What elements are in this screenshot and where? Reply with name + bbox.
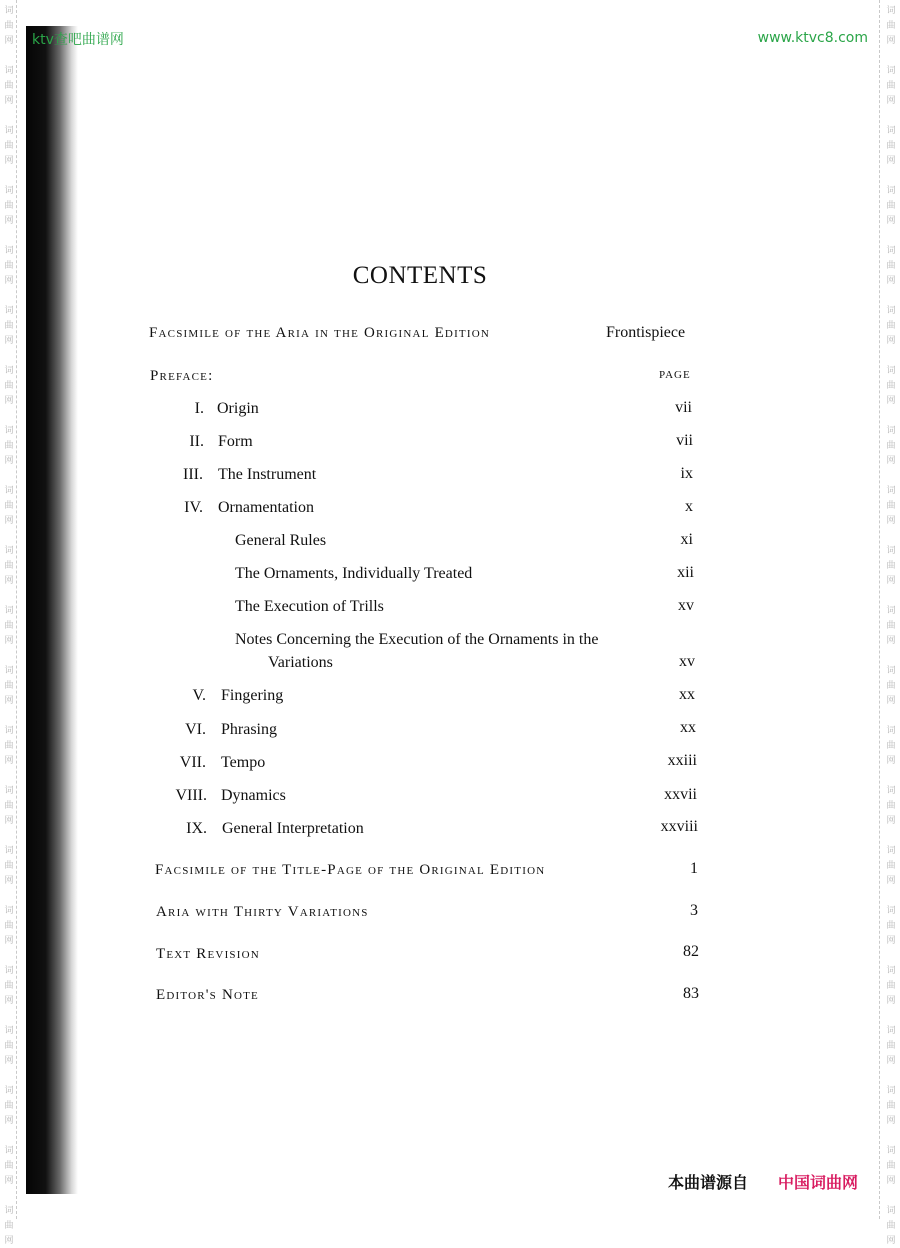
- side-watermark-glyph: 词: [886, 906, 896, 916]
- side-watermark-glyph: 曲: [886, 21, 896, 31]
- side-watermark-glyph: 网: [886, 576, 896, 586]
- side-watermark-glyph: 曲: [886, 921, 896, 931]
- side-watermark-glyph: 曲: [886, 1161, 896, 1171]
- side-watermark-glyph: 网: [4, 936, 14, 946]
- entry-page: vii: [675, 399, 692, 416]
- side-watermark-glyph: 曲: [4, 861, 14, 871]
- side-watermark-glyph: 网: [4, 36, 14, 46]
- side-watermark-glyph: 词: [886, 426, 896, 436]
- side-watermark-glyph: 网: [4, 216, 14, 226]
- side-watermark-glyph: 词: [4, 606, 14, 616]
- side-watermark-glyph: 网: [4, 876, 14, 886]
- side-watermark-glyph: 词: [886, 366, 896, 376]
- side-watermark-glyph: 曲: [4, 441, 14, 451]
- entry-numeral: VIII.: [175, 787, 207, 804]
- side-watermark-glyph: 曲: [4, 741, 14, 751]
- side-watermark-glyph: 曲: [4, 1161, 14, 1171]
- side-watermark-glyph: 网: [886, 996, 896, 1006]
- side-watermark-glyph: 网: [886, 1056, 896, 1066]
- entry-page: xxiii: [667, 752, 697, 769]
- entry-numeral: I.: [194, 400, 204, 417]
- side-watermark-glyph: 网: [4, 996, 14, 1006]
- side-watermark-glyph: 网: [886, 516, 896, 526]
- entry-numeral: III.: [183, 466, 203, 483]
- side-watermark-glyph: 词: [886, 1086, 896, 1096]
- entry-numeral: IX.: [186, 820, 207, 837]
- side-watermark-glyph: 词: [4, 966, 14, 976]
- side-watermark-glyph: 曲: [4, 321, 14, 331]
- entry-label: Ornamentation: [218, 499, 314, 516]
- side-watermark-glyph: 网: [886, 36, 896, 46]
- side-watermark-glyph: 网: [4, 336, 14, 346]
- side-watermark-glyph: 词: [886, 66, 896, 76]
- entry-label: Fingering: [221, 687, 284, 704]
- side-watermark-glyph: 网: [886, 276, 896, 286]
- side-watermark-glyph: 网: [886, 816, 896, 826]
- side-watermark-glyph: 曲: [4, 381, 14, 391]
- entry-label: Dynamics: [221, 787, 286, 804]
- side-watermark-glyph: 曲: [4, 561, 14, 571]
- side-watermark-glyph: 词: [4, 66, 14, 76]
- side-watermark-glyph: 词: [886, 1206, 896, 1216]
- side-watermark-glyph: 曲: [4, 261, 14, 271]
- scan-shadow-edge: [26, 26, 78, 1194]
- side-watermark-glyph: 曲: [4, 1101, 14, 1111]
- entry-label: Notes Concerning the Execution of the Ornaments in the: [235, 631, 599, 648]
- side-watermark-glyph: 曲: [4, 801, 14, 811]
- entry-label: The Instrument: [218, 466, 317, 483]
- side-watermark-glyph: 词: [4, 1146, 14, 1156]
- side-watermark-glyph: 曲: [4, 681, 14, 691]
- side-watermark-glyph: 曲: [886, 741, 896, 751]
- side-watermark-glyph: 词: [886, 1146, 896, 1156]
- side-watermark-glyph: 网: [886, 396, 896, 406]
- side-watermark-glyph: 网: [886, 156, 896, 166]
- side-watermark-glyph: 网: [4, 96, 14, 106]
- side-watermark-glyph: 网: [886, 936, 896, 946]
- side-watermark-glyph: 网: [4, 1116, 14, 1126]
- frontispiece-label: Facsimile of the Aria in the Original Edition: [149, 325, 491, 341]
- side-watermark-glyph: 曲: [4, 501, 14, 511]
- side-watermark-glyph: 词: [4, 1086, 14, 1096]
- side-watermark-glyph: 词: [4, 726, 14, 736]
- side-watermark-glyph: 网: [886, 756, 896, 766]
- side-watermark-glyph: 词: [886, 966, 896, 976]
- entry-label-continued: Variations: [268, 654, 333, 671]
- side-watermark-glyph: 网: [886, 96, 896, 106]
- side-watermark-glyph: 网: [4, 156, 14, 166]
- side-watermark-glyph: 网: [886, 336, 896, 346]
- side-watermark-glyph: 词: [886, 486, 896, 496]
- side-watermark-glyph: 网: [4, 636, 14, 646]
- side-watermark-glyph: 词: [4, 1026, 14, 1036]
- side-watermark-glyph: 曲: [4, 141, 14, 151]
- entry-label: Origin: [217, 400, 259, 417]
- side-watermark-glyph: 网: [886, 636, 896, 646]
- right-watermark-column: [879, 0, 896, 1246]
- side-watermark-glyph: 曲: [4, 81, 14, 91]
- frontispiece-page: Frontispiece: [606, 324, 686, 341]
- watermark-top-right: www.ktvc8.com: [757, 30, 868, 46]
- side-watermark-glyph: 网: [4, 456, 14, 466]
- side-watermark-glyph: 曲: [886, 141, 896, 151]
- side-watermark-glyph: 网: [886, 1176, 896, 1186]
- entry-numeral: VI.: [185, 721, 206, 738]
- left-watermark-column: [2, 0, 17, 1246]
- entry-label: Tempo: [221, 754, 266, 771]
- side-watermark-glyph: 词: [886, 546, 896, 556]
- side-watermark-glyph: 网: [4, 576, 14, 586]
- side-watermark-glyph: 曲: [886, 1101, 896, 1111]
- side-watermark-glyph: 词: [4, 426, 14, 436]
- side-watermark-glyph: 网: [4, 276, 14, 286]
- side-watermark-glyph: 词: [886, 6, 896, 16]
- side-watermark-glyph: 词: [4, 6, 14, 16]
- side-watermark-glyph: 词: [4, 786, 14, 796]
- side-watermark-glyph: 曲: [4, 621, 14, 631]
- side-watermark-glyph: 网: [4, 1056, 14, 1066]
- page-title: CONTENTS: [352, 262, 488, 289]
- side-watermark-glyph: 词: [4, 486, 14, 496]
- watermark-top-left: ktv查吧曲谱网: [32, 32, 124, 48]
- watermark-bottom-left: 本曲谱源自: [668, 1173, 749, 1192]
- side-watermark-glyph: 曲: [886, 861, 896, 871]
- side-watermark-glyph: 词: [4, 306, 14, 316]
- side-watermark-glyph: 词: [886, 846, 896, 856]
- section-page: 1: [690, 860, 698, 877]
- side-watermark-glyph: 网: [886, 696, 896, 706]
- entry-label: The Execution of Trills: [235, 598, 384, 615]
- entry-label: General Rules: [235, 532, 327, 549]
- side-watermark-glyph: 词: [4, 666, 14, 676]
- side-watermark-glyph: 曲: [4, 1221, 14, 1231]
- side-watermark-glyph: 词: [4, 846, 14, 856]
- section-label: Editor's Note: [156, 987, 259, 1003]
- side-watermark-glyph: 词: [4, 906, 14, 916]
- side-watermark-glyph: 曲: [886, 321, 896, 331]
- side-watermark-glyph: 网: [886, 456, 896, 466]
- watermark-bottom-right: 中国词曲网: [778, 1173, 859, 1192]
- entry-numeral: II.: [189, 433, 204, 450]
- entry-numeral: VII.: [179, 754, 206, 771]
- side-watermark-glyph: 曲: [886, 1041, 896, 1051]
- side-watermark-glyph: 曲: [886, 501, 896, 511]
- side-watermark-glyph: 曲: [4, 981, 14, 991]
- side-watermark-glyph: 曲: [4, 21, 14, 31]
- side-watermark-glyph: 网: [886, 1236, 896, 1246]
- side-watermark-glyph: 网: [886, 876, 896, 886]
- entry-page: xi: [680, 531, 693, 548]
- side-watermark-glyph: 网: [4, 1236, 14, 1246]
- page-column-header: PAGE: [659, 369, 691, 381]
- entry-label: The Ornaments, Individually Treated: [235, 565, 473, 582]
- side-watermark-glyph: 词: [4, 1206, 14, 1216]
- side-watermark-glyph: 曲: [886, 441, 896, 451]
- side-watermark-glyph: 词: [886, 606, 896, 616]
- entry-label: General Interpretation: [222, 820, 364, 837]
- side-watermark-glyph: 词: [4, 366, 14, 376]
- entry-page: ix: [680, 465, 693, 482]
- side-watermark-glyph: 曲: [886, 261, 896, 271]
- side-watermark-glyph: 词: [886, 726, 896, 736]
- entry-page: xx: [679, 686, 695, 703]
- side-watermark-glyph: 曲: [886, 1221, 896, 1231]
- entry-label: Phrasing: [221, 721, 277, 738]
- entry-numeral: V.: [192, 687, 206, 704]
- side-watermark-glyph: 曲: [886, 621, 896, 631]
- side-watermark-glyph: 词: [886, 246, 896, 256]
- entry-page: x: [685, 498, 693, 515]
- side-watermark-glyph: 网: [4, 816, 14, 826]
- entry-label: Form: [218, 433, 253, 450]
- entry-numeral: IV.: [184, 499, 203, 516]
- side-watermark-glyph: 词: [4, 246, 14, 256]
- side-watermark-glyph: 网: [886, 1116, 896, 1126]
- side-watermark-glyph: 曲: [886, 81, 896, 91]
- side-watermark-glyph: 词: [886, 306, 896, 316]
- section-page: 3: [690, 902, 698, 919]
- side-watermark-glyph: 词: [886, 186, 896, 196]
- side-watermark-glyph: 曲: [4, 921, 14, 931]
- entry-page: xx: [680, 719, 696, 736]
- entry-page: xv: [679, 653, 695, 670]
- side-watermark-glyph: 曲: [4, 201, 14, 211]
- side-watermark-glyph: 曲: [886, 201, 896, 211]
- side-watermark-glyph: 曲: [886, 561, 896, 571]
- side-watermark-glyph: 网: [4, 516, 14, 526]
- section-label: Facsimile of the Title-Page of the Original Edition: [155, 862, 546, 878]
- entry-page: xxviii: [660, 818, 698, 835]
- side-watermark-glyph: 词: [4, 546, 14, 556]
- side-watermark-glyph: 词: [4, 186, 14, 196]
- side-watermark-glyph: 词: [886, 126, 896, 136]
- side-watermark-glyph: 网: [4, 756, 14, 766]
- side-watermark-glyph: 曲: [886, 381, 896, 391]
- side-watermark-glyph: 网: [4, 1176, 14, 1186]
- side-watermark-glyph: 网: [886, 216, 896, 226]
- side-watermark-glyph: 曲: [4, 1041, 14, 1051]
- side-watermark-glyph: 网: [4, 696, 14, 706]
- entry-page: xv: [678, 597, 694, 614]
- side-watermark-glyph: 网: [4, 396, 14, 406]
- side-watermark-glyph: 曲: [886, 801, 896, 811]
- entry-page: xii: [677, 564, 694, 581]
- side-watermark-glyph: 词: [886, 666, 896, 676]
- side-watermark-glyph: 词: [886, 1026, 896, 1036]
- entry-page: xxvii: [664, 786, 697, 803]
- section-label: Text Revision: [156, 946, 260, 962]
- entry-page: vii: [676, 432, 693, 449]
- section-label: Aria with Thirty Variations: [156, 904, 369, 920]
- preface-heading: Preface:: [150, 368, 214, 384]
- side-watermark-glyph: 曲: [886, 681, 896, 691]
- side-watermark-glyph: 词: [886, 786, 896, 796]
- side-watermark-glyph: 曲: [886, 981, 896, 991]
- section-page: 83: [683, 985, 699, 1002]
- side-watermark-glyph: 词: [4, 126, 14, 136]
- section-page: 82: [683, 943, 699, 960]
